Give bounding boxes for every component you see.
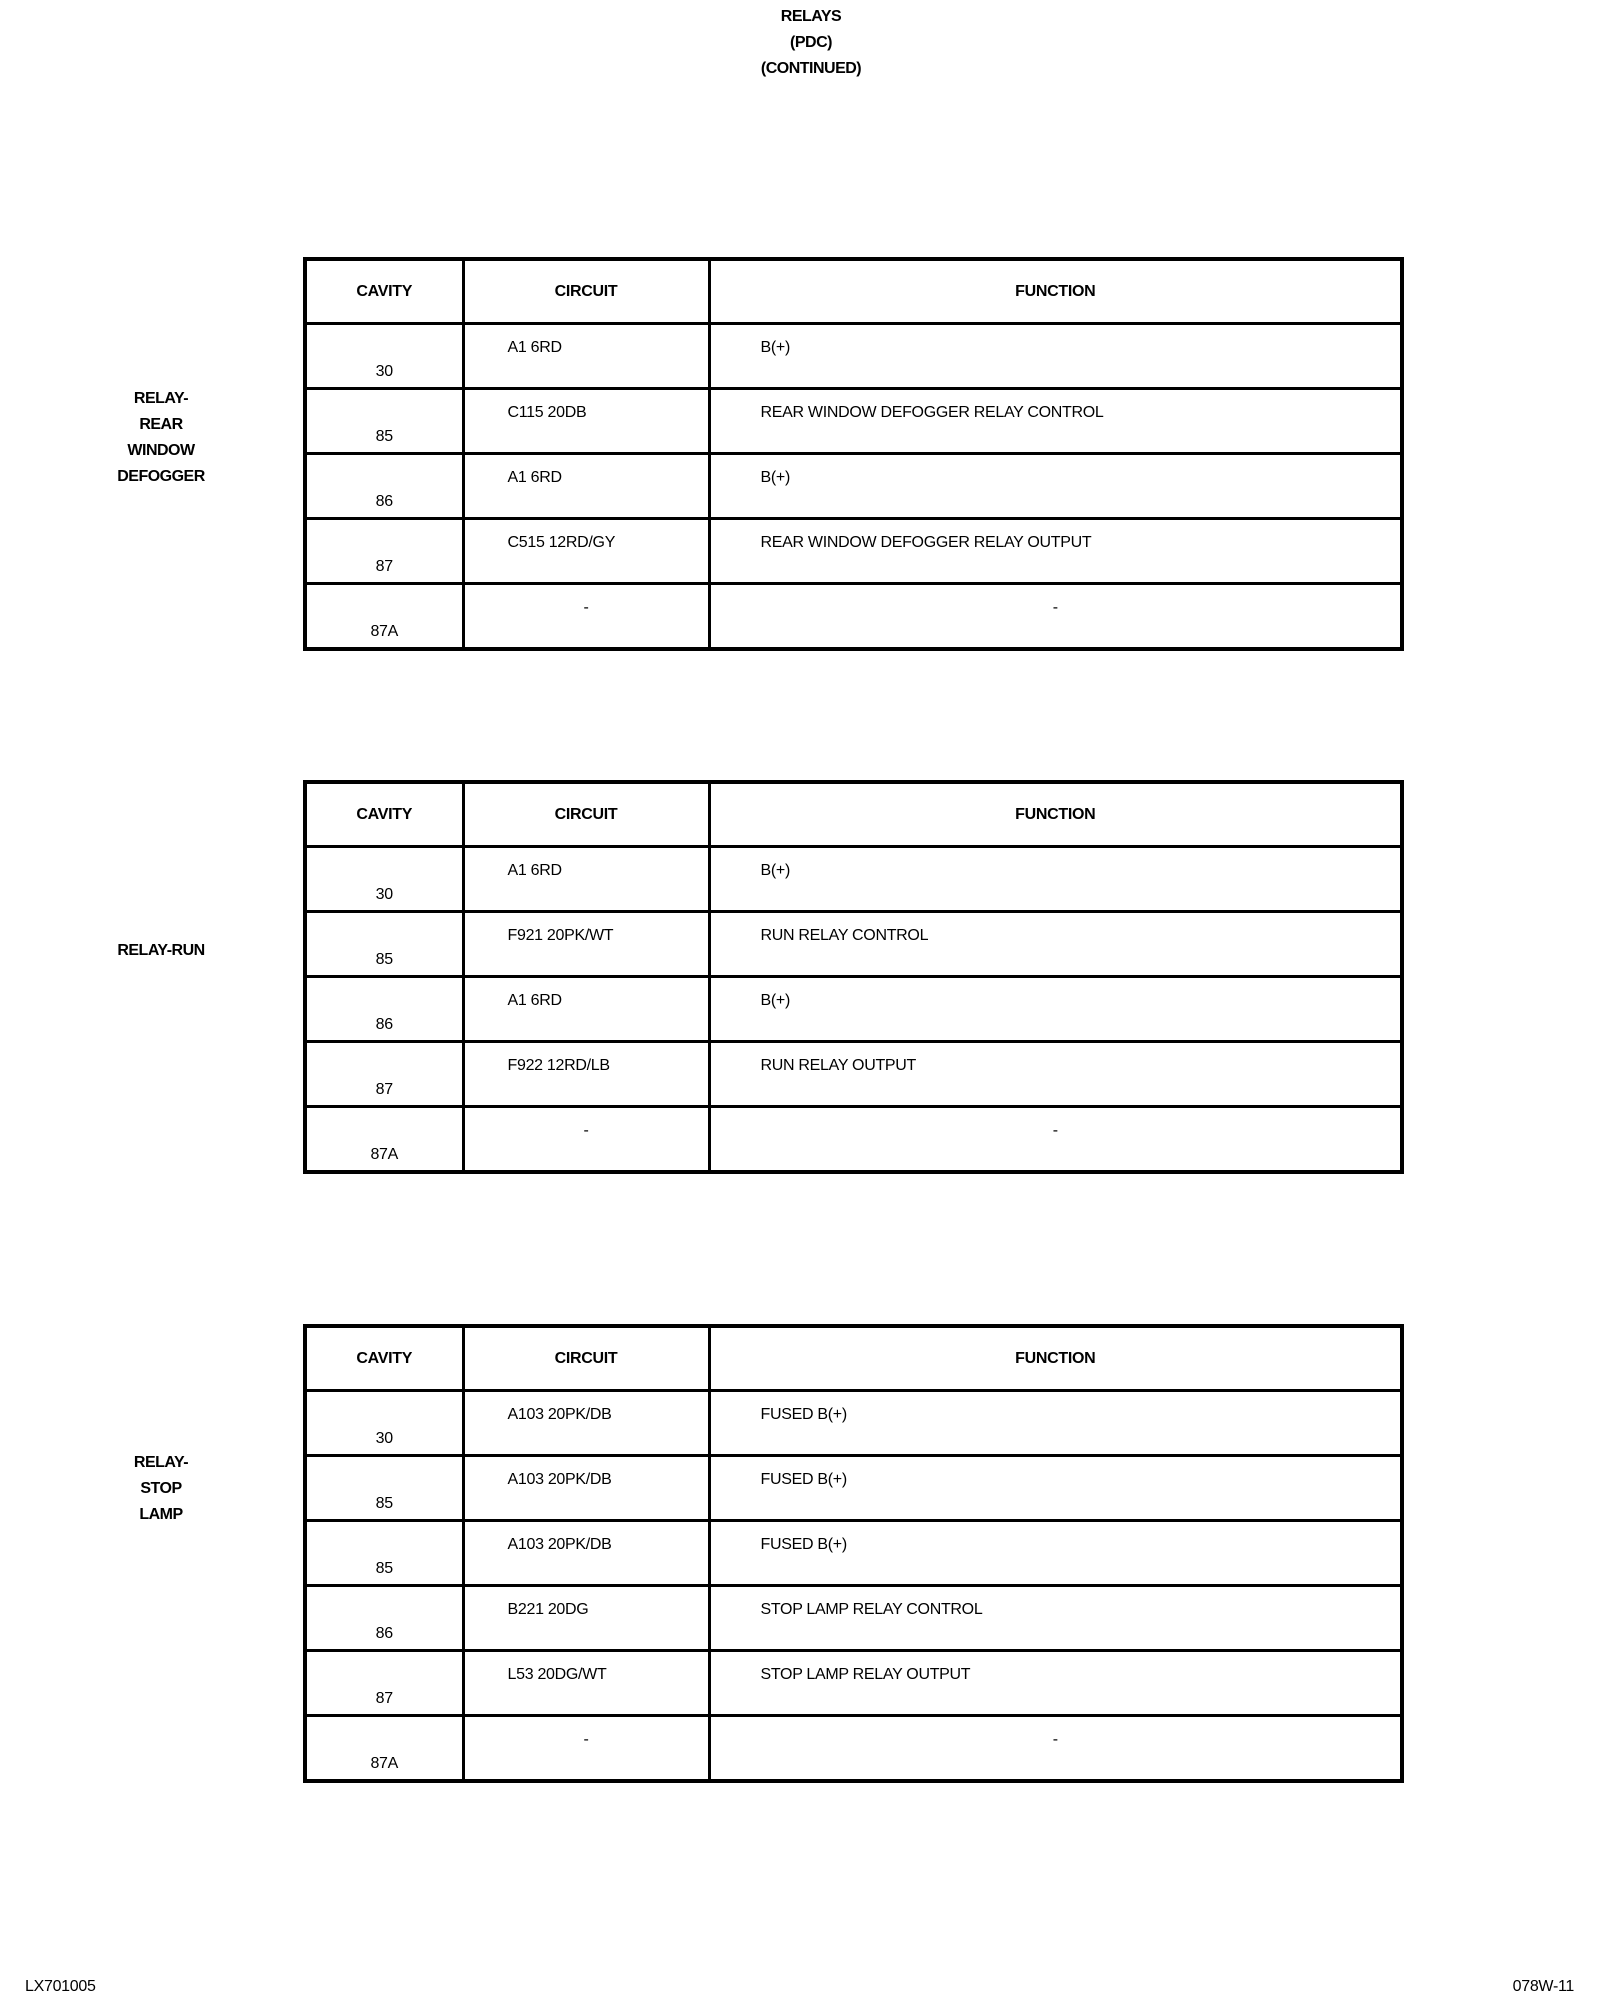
table-row <box>305 1107 1402 1173</box>
table-row <box>305 847 1402 912</box>
function-cell: B(+) <box>709 977 1402 1042</box>
relay-label-line: REAR <box>139 416 183 433</box>
function-cell: STOP LAMP RELAY OUTPUT <box>709 1651 1402 1716</box>
table-header-row <box>305 782 1402 847</box>
function-cell: FUSED B(+) <box>709 1521 1402 1586</box>
table-row <box>305 977 1402 1042</box>
circuit-cell: - <box>463 584 709 650</box>
function-cell: - <box>709 1107 1402 1173</box>
circuit-cell: C515 12RD/GY <box>463 519 709 584</box>
relay-label-line: RELAY- <box>133 1454 189 1471</box>
cavity-cell: 30 <box>305 324 463 389</box>
cavity-cell: 87A <box>305 584 463 650</box>
table-row <box>305 324 1402 389</box>
relay-label-line: WINDOW <box>127 442 195 459</box>
table-row <box>305 389 1402 454</box>
page-title <box>0 4 1600 82</box>
function-cell: FUSED B(+) <box>709 1391 1402 1456</box>
circuit-cell: B221 20DG <box>463 1586 709 1651</box>
cavity-cell: 86 <box>305 977 463 1042</box>
function-cell: RUN RELAY CONTROL <box>709 912 1402 977</box>
cavity-cell: 30 <box>305 1391 463 1456</box>
cavity-cell: 86 <box>305 1586 463 1651</box>
table-row <box>305 519 1402 584</box>
cavity-cell: 85 <box>305 1456 463 1521</box>
header-function: FUNCTION <box>709 782 1402 847</box>
function-cell: B(+) <box>709 847 1402 912</box>
circuit-cell: - <box>463 1716 709 1782</box>
table-header-row <box>305 259 1402 324</box>
function-cell: REAR WINDOW DEFOGGER RELAY CONTROL <box>709 389 1402 454</box>
function-cell: RUN RELAY OUTPUT <box>709 1042 1402 1107</box>
circuit-cell: L53 20DG/WT <box>463 1651 709 1716</box>
pin-table-stop-lamp <box>303 1324 1404 1783</box>
table-row <box>305 912 1402 977</box>
header-circuit: CIRCUIT <box>463 259 709 324</box>
circuit-cell: - <box>463 1107 709 1173</box>
table-header-row <box>305 1326 1402 1391</box>
function-cell: REAR WINDOW DEFOGGER RELAY OUTPUT <box>709 519 1402 584</box>
table-row <box>305 1651 1402 1716</box>
function-cell: - <box>709 1716 1402 1782</box>
function-cell: FUSED B(+) <box>709 1456 1402 1521</box>
header-circuit: CIRCUIT <box>463 782 709 847</box>
cavity-cell: 30 <box>305 847 463 912</box>
cavity-cell: 85 <box>305 1521 463 1586</box>
table-row <box>305 1391 1402 1456</box>
circuit-cell: A1 6RD <box>463 977 709 1042</box>
table-row <box>305 454 1402 519</box>
cavity-cell: 87A <box>305 1107 463 1173</box>
cavity-cell: 86 <box>305 454 463 519</box>
cavity-cell: 87 <box>305 519 463 584</box>
function-cell: B(+) <box>709 324 1402 389</box>
header-function: FUNCTION <box>709 1326 1402 1391</box>
page-title-line: (CONTINUED) <box>760 60 862 77</box>
circuit-cell: F922 12RD/LB <box>463 1042 709 1107</box>
table-row <box>305 1521 1402 1586</box>
relay-label-line: STOP <box>140 1480 182 1497</box>
relay-label-rear-window-defogger <box>84 386 238 490</box>
cavity-cell: 87 <box>305 1042 463 1107</box>
circuit-cell: A1 6RD <box>463 454 709 519</box>
circuit-cell: C115 20DB <box>463 389 709 454</box>
table-row <box>305 1586 1402 1651</box>
table-row <box>305 584 1402 650</box>
cavity-cell: 87A <box>305 1716 463 1782</box>
header-circuit: CIRCUIT <box>463 1326 709 1391</box>
circuit-cell: A1 6RD <box>463 324 709 389</box>
header-cavity: CAVITY <box>305 782 463 847</box>
function-cell: STOP LAMP RELAY CONTROL <box>709 1586 1402 1651</box>
relay-label-line: RELAY- <box>133 390 189 407</box>
circuit-cell: A103 20PK/DB <box>463 1391 709 1456</box>
function-cell: - <box>709 584 1402 650</box>
circuit-cell: F921 20PK/WT <box>463 912 709 977</box>
relay-label-line: LAMP <box>139 1506 183 1523</box>
circuit-cell: A103 20PK/DB <box>463 1521 709 1586</box>
header-cavity: CAVITY <box>305 259 463 324</box>
cavity-cell: 85 <box>305 389 463 454</box>
relay-label-stop-lamp <box>84 1450 238 1528</box>
circuit-cell: A1 6RD <box>463 847 709 912</box>
pin-table-rear-window-defogger <box>303 257 1404 651</box>
footer-left-code: LX701005 <box>25 1978 96 1995</box>
table-row <box>305 1456 1402 1521</box>
header-cavity: CAVITY <box>305 1326 463 1391</box>
cavity-cell: 87 <box>305 1651 463 1716</box>
function-cell: B(+) <box>709 454 1402 519</box>
header-function: FUNCTION <box>709 259 1402 324</box>
table-row <box>305 1042 1402 1107</box>
cavity-cell: 85 <box>305 912 463 977</box>
page-title-line: (PDC) <box>790 34 832 51</box>
circuit-cell: A103 20PK/DB <box>463 1456 709 1521</box>
page-title-line: RELAYS <box>780 8 842 25</box>
pin-table-run <box>303 780 1404 1174</box>
relay-label-run <box>84 938 238 964</box>
relay-label-line: RELAY-RUN <box>117 942 205 959</box>
table-row <box>305 1716 1402 1782</box>
footer-right-code: 078W-11 <box>1512 1978 1574 1995</box>
relay-label-line: DEFOGGER <box>117 468 205 485</box>
